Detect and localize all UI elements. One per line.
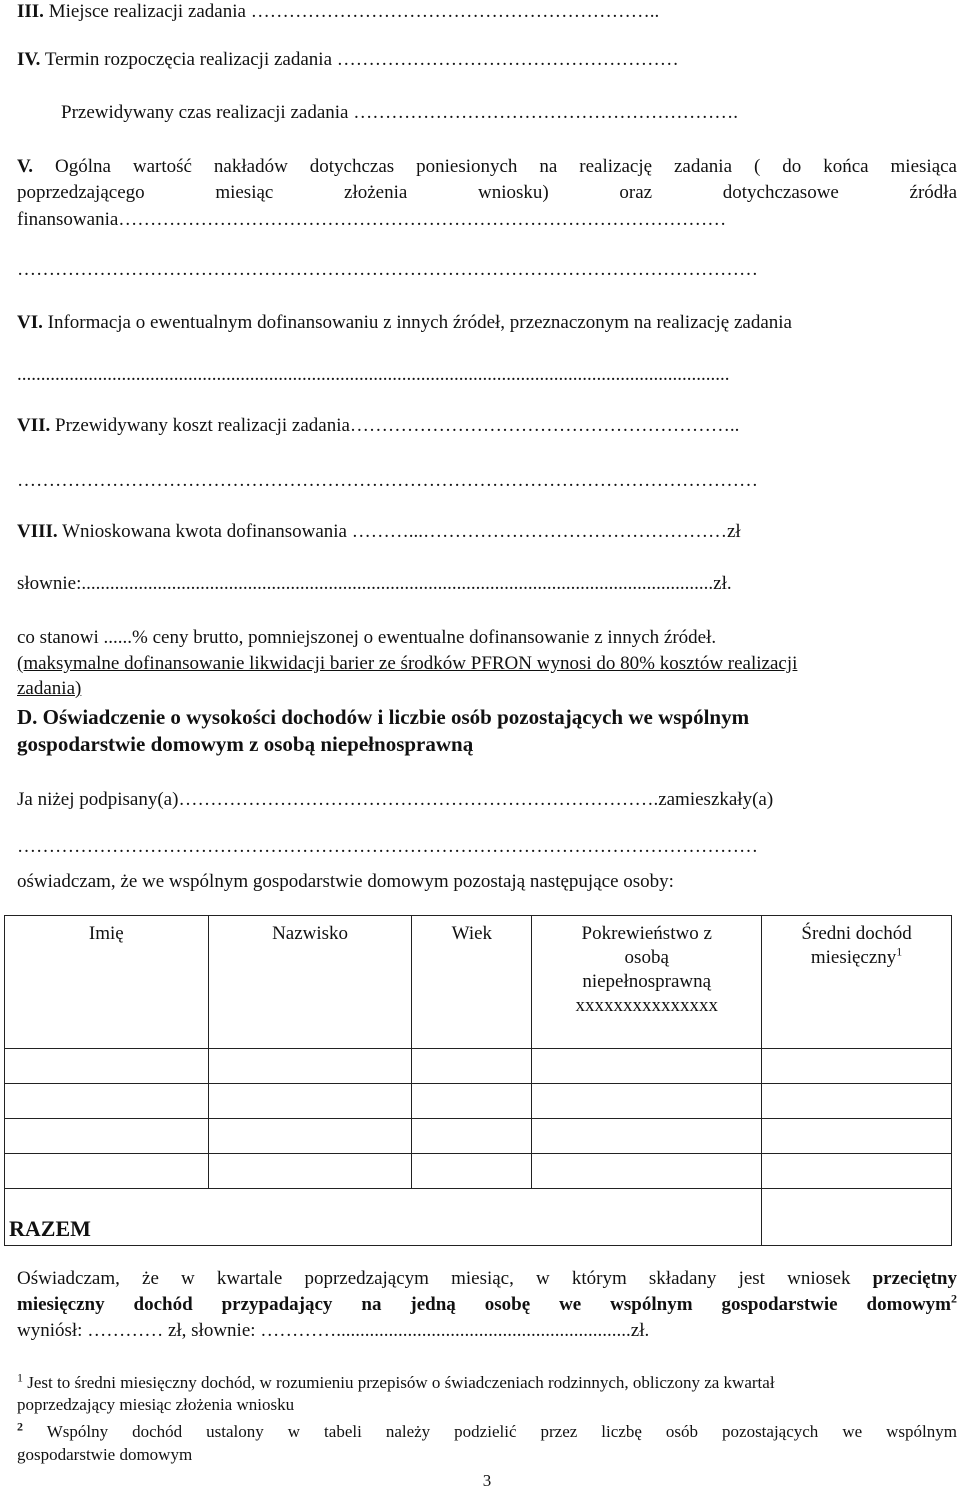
- section-v-line3: finansowania……………………………………………………………………………………: [17, 209, 727, 230]
- section-viii-note-line2: zadania): [17, 678, 82, 699]
- section-vii: VII. Przewidywany koszt realizacji zadania……………………………………………………..: [17, 415, 740, 436]
- table-row[interactable]: [5, 1049, 952, 1084]
- section-iii: III. Miejsce realizacji zadania ………………………………………………………..: [17, 1, 660, 22]
- ja-nizej-podpisany: Ja niżej podpisany(a)………………………………………………………………….zamieszkały(a): [17, 789, 774, 810]
- razem-value[interactable]: [762, 1189, 952, 1246]
- document-page: [9, 0, 957, 1494]
- section-iv: IV. Termin rozpoczęcia realizacji zadania ………………………………………………: [17, 49, 679, 70]
- table-row[interactable]: [5, 1119, 952, 1154]
- household-statement: oświadczam, że we wspólnym gospodarstwie domowym pozostają następujące osoby:: [17, 871, 674, 892]
- header-pokrewienstwo: Pokrewieństwo z osobą niepełnosprawną xxxxxxxxxxxxxxx: [532, 916, 762, 1049]
- address-dots: ………………………………………………………………………………………………………: [17, 836, 758, 857]
- section-vi: VI. Informacja o ewentualnym dofinansowaniu z innych źródeł, przeznaczonym na realizację zadania: [17, 312, 792, 333]
- section-viii: VIII. Wnioskowana kwota dofinansowania ………...…………………………………………zł: [17, 521, 741, 542]
- section-v-line4: ………………………………………………………………………………………………………: [17, 259, 758, 280]
- table-razem-row: [5, 1189, 952, 1246]
- section-viii-words: słownie:.....................................................................................................................................zł.: [17, 573, 732, 594]
- header-imie: Imię: [5, 916, 209, 1049]
- header-wiek: Wiek: [412, 916, 532, 1049]
- statement-line1: Oświadczam, że w kwartale poprzedzającym miesiąc, w którym składany jest wniosek przeciętny: [17, 1268, 957, 1289]
- table-row[interactable]: [5, 1084, 952, 1119]
- page-number: 3: [482, 1471, 492, 1490]
- section-vii-dots: ………………………………………………………………………………………………………: [17, 470, 758, 491]
- household-table: [4, 915, 952, 1246]
- section-v-line2: poprzedzającego miesiąc złożenia wniosku) oraz dotychczasowe źródła: [17, 182, 957, 203]
- section-d-title-line1: D. Oświadczenie o wysokości dochodów i liczbie osób pozostających we wspólnym: [17, 705, 750, 729]
- section-viii-percent: co stanowi ......% ceny brutto, pomniejszonej o ewentualne dofinansowanie z innych źródeł.: [17, 627, 717, 648]
- footnote-2-line1: $^2$ Wspólny dochód ustalony w tabeli należy podzielić przez liczbę osób pozostających we wspólnym: [17, 1419, 957, 1441]
- footnote-2-line2: gospodarstwie domowym: [17, 1445, 193, 1464]
- section-v-line1: V. Ogólna wartość nakładów dotychczas poniesionych na realizację zadania ( do końca miesiąca: [17, 156, 957, 177]
- section-d-title-line2: gospodarstwie domowym z osobą niepełnosprawną: [17, 732, 474, 756]
- table-header-row: [5, 916, 952, 1049]
- section-vi-dots: ......................................................................................................................................................: [17, 364, 730, 385]
- razem-label: RAZEM: [5, 1189, 762, 1246]
- statement-line3: wyniósł: ………… zł, słownie: …………..............................................................zł.: [17, 1320, 650, 1341]
- footnote-1-line2: poprzedzający miesiąc złożenia wniosku: [17, 1395, 295, 1414]
- section-viii-note-line1: (maksymalne dofinansowanie likwidacji barier ze środków PFRON wynosi do 80% kosztów realizacji: [17, 653, 798, 674]
- statement-line2: miesięczny dochód przypadający na jedną osobę we wspólnym gospodarstwie domowym$^2$: [17, 1291, 957, 1315]
- footnote-1-line1: $^1$ Jest to średni miesięczny dochód, w rozumieniu przepisów o świadczeniach rodzinnych, obliczony za kwartał: [17, 1370, 775, 1392]
- section-iv-duration: Przewidywany czas realizacji zadania …………………………………………………….: [61, 102, 738, 123]
- table-row[interactable]: [5, 1154, 952, 1189]
- header-dochod: Średni dochód miesięczny$^1$: [762, 916, 952, 1049]
- header-nazwisko: Nazwisko: [208, 916, 412, 1049]
